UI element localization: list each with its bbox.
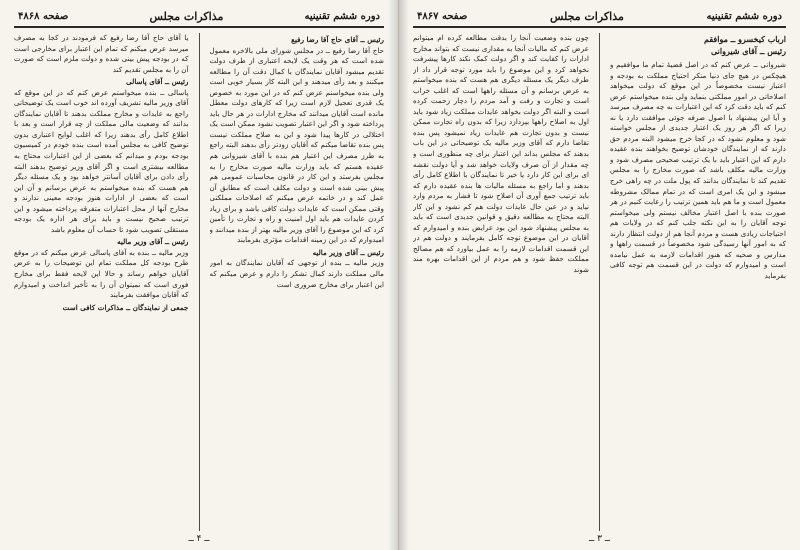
- text-columns: [14, 33, 384, 531]
- paragraph: حاج آقا رضا رفیع ــ در مجلس شورای ملی بالاخره معمول شده است که هر وقت یک لایحه اعتباری از طرف دولت تقدیم میشود آقایان نمایندگان با کمال دقت آن را مطالعه میکنند و بعد رأی میدهند و این البته کار بسیار خوبی است ولی بنده میخواستم عرض کنم که در این مورد به خصوص یک قدری تعجیل لازم است زیرا که کارهای دولت معطل مانده است: [209, 45, 384, 118]
- paragraph: یا آقای حاج آقا رضا رفیع که فرمودند در کجا به مصرف میرسد عرض میکنم که تمام این اعتبار برای مخارجی است که در بودجه پیش بینی شده و دولت ملزم است که صورت آن را به مجلس تقدیم کند: [14, 33, 189, 74]
- paragraph: وزیر مالیه ــ بنده به آقای پاسالی عرض میکنم که در موقع طرح بودجه کل مملکت تمام این توضیحات را به عرض آقایان خواهم رساند و حالا این لایحه فقط برای مخارج فوری است که نمیتوان آن را به تأخیر انداخت و امیدوارم که آقایان موافقت بفرمایند: [14, 247, 189, 300]
- speaker-line: رئیس ــ آقای وزیر مالیه: [117, 237, 189, 247]
- paragraph: این بود عرایض بنده و امیدوارم که آقایان در این موضوع توجه کامل بفرمایند و دولت هم در این قسمت اقدامات لازمه را به عمل بیاورد که هم مصالح مملکت حفظ شود و هم مردم از این اقدامات بهره مند شوند: [413, 222, 589, 275]
- page-folio: ــ ۴ ــ: [188, 534, 210, 544]
- page-header: [14, 10, 384, 28]
- speaker-line: ارباب کیخسرو ــ موافقم: [704, 34, 786, 44]
- page-4868: [0, 0, 398, 550]
- text-columns: [413, 33, 786, 531]
- paragraph: بنده عقیده دارم که این اعتبار باید با یک ترتیب صحیحی مصرف شود و وزارت مالیه مکلف باشد که صورت مخارج را به مجلس تقدیم کند تا نمایندگان بدانند که پول ملت در چه راهی خرج میشود و این یک امری است که در تمام ممالک مشروطه معمول است و ما هم باید همین ترتیب را رعایت کنیم: [610, 144, 786, 207]
- paragraph: پس بنده تقاضا دارم که آقای وزیر مالیه یک توضیحاتی در این باب بدهند که مجلس بداند این اعتبار برای چه منظوری است و چه مقدار از آن صرف ولایات خواهد شد و آیا دولت نقشه ای برای این کار دارد یا خیر تا نمایندگان با اطلاع کامل رأی بدهند: [413, 127, 589, 190]
- paragraph: و در خاتمه عرض میکنم که اصلاحات مملکتی وقتی ممکن است که عایدات دولت کافی باشد و برای زیاد کردن عایدات هم باید اول امنیت و راه و تجارت را تأمین کرد که این موضوع را آقای وزیر مالیه بهتر از بنده میدانند و امیدوارم که در این زمینه اقدامات مؤثری بفرمایند: [209, 193, 384, 245]
- header-title: مذاکرات مجلس: [149, 10, 224, 23]
- speaker-line: رئیس ــ آقای شیروانی: [710, 46, 786, 56]
- gutter-shadow: [388, 0, 398, 550]
- paragraph: در هر صورت بنده با اصل اعتبار مخالف نیستم ولی میخواستم توجه آقایان را به این نکته جلب کنم که در ولایات هم احتیاجات زیادی هست و مردم آنجا هم از دولت انتظار دارند که به امور آنها رسیدگی شود مخصوصاً در قسمت راهها و مدارس و صحیه که هنوز اقدامات لازمه به عمل نیامده است و امیدوارم که دولت در این قسمت هم توجه کافی بفرماید: [610, 197, 786, 280]
- header-session: دوره ششم تقنینیه: [706, 11, 782, 22]
- gutter-shadow: [399, 0, 409, 550]
- column-left: [413, 33, 589, 531]
- header-title: مذاکرات مجلس: [549, 10, 624, 23]
- column-right: [210, 33, 385, 531]
- paragraph: پاسالی ــ بنده میخواستم عرض کنم که در این موقع که آقای وزیر مالیه تشریف آورده اند خوب است یک توضیحاتی راجع به عایدات و مخارج مملکت بدهند تا آقایان نمایندگان بدانند که وضعیت مالی مملکت از چه قرار است و بعد با اطلاع کامل رأی بدهند زیرا که اغلب لوایح اعتباری بدون توضیح کافی به مجلس آمده است: [14, 87, 189, 150]
- page-4867: [398, 0, 800, 550]
- paragraph: از طرف دیگر یک مسئله دیگری هم هست که بنده میخواستم به عرض برسانم و آن مسئله راهها است که اغلب خراب است و تجارت و رفت و آمد مردم را دچار زحمت کرده است و البته اگر دولت بخواهد عایدات مملکت زیاد شود باید اول به اصلاح راهها بپردازد زیرا که بدون راه تجارت ممکن نیست و بدون تجارت هم عایدات زیاد نمیشود: [413, 64, 589, 137]
- paragraph: البته راجع به طرز مصرف این اعتبار هم بنده با آقای شیروانی هم عقیده هستم که باید وزارت مالیه صورت مخارج را به مجلس بفرستد و این کار در قانون محاسبات عمومی هم پیش بینی شده است و دولت مکلف است که مطابق آن عمل کند: [209, 140, 384, 203]
- paragraph: چون بنده وضعیت آنجا را بدقت مطالعه کرده ام میتوانم عرض کنم که مالیات آنجا به مقداری نیست که بتواند مخارج ادارات را کفایت کند و اگر دولت کمک نکند کارها پیشرفت نخواهد کرد و این موضوع را باید مورد توجه قرار داد: [413, 33, 589, 74]
- speaker-line: رئیس ــ آقای وزیر مالیه: [312, 247, 384, 257]
- paragraph: آقایان میدانند که مخارج ادارات در هر حال باید پرداخته شود و اگر این اعتبار تصویب نشود ممکن است یک اختلالی در کارها پیدا شود و این به صلاح مملکت نیست پس بنده تقاضا میکنم که آقایان زودتر رأی بدهند: [209, 108, 384, 150]
- paragraph: وزیر مالیه ــ بنده از توجهی که آقایان نمایندگان به امور مالی مملکت دارند کمال تشکر را دارم و عرض میکنم که این اعتبار برای مخارج ضروری است: [209, 258, 384, 289]
- header-page-number: صفحه ۴۸۶۸: [18, 11, 69, 22]
- paragraph: و اما راجع به مسئله مالیات ها بنده عقیده دارم که باید ترتیب جمع آوری آن اصلاح شود تا فشار به مردم وارد نیاید و در عین حال عایدات دولت هم کم نشود و این کار البته محتاج به مطالعه دقیق و قوانین جدیدی است که باید به مجلس پیشنهاد شود: [413, 180, 589, 232]
- column-divider: [599, 33, 600, 531]
- speaker-line: رئیس ــ آقای پاسالی: [126, 77, 189, 87]
- header-session: دوره ششم تقنینیه: [304, 11, 380, 22]
- paragraph: و یک مسئله دیگر هم هست که بنده میخواستم به عرض برسانم و آن این است که بعضی از ادارات هنوز بودجه معینی ندارند و مخارج آنها از محل اعتبارات متفرقه پرداخته میشود و این ترتیب صحیح نیست و باید برای هر اداره یک بودجه مستقلی تصویب شود تا حساب آن معلوم باشد: [14, 172, 189, 234]
- closing-line: جمعی از نمایندگان ــ مذاکرات کافی است: [62, 302, 189, 312]
- paragraph: بنده خودم در کمیسیون بودجه بودم و میدانم که بعضی از این اعتبارات محتاج به مطالعه بیشتری است و اگر آقای وزیر توضیح بدهند البته رأی دادن برای آقایان آسانتر خواهد بود: [14, 140, 189, 182]
- column-divider: [199, 33, 200, 531]
- page-folio: ــ ۳ ــ: [588, 534, 611, 544]
- column-right: [610, 33, 786, 531]
- column-left: [14, 33, 189, 531]
- paragraph: شیروانی ــ عرض کنم که در اصل قضیهٔ تمام ما موافقیم و هیچکس در هیچ جای دنیا منکر احتیاج مملکت به بودجه و اعتبار نیست مخصوصاً در این موقع که دولت میخواهد اصلاحاتی در امور مملکتی بنماید ولی بنده میخواستم عرض کنم که باید دقت کرد که این اعتبارات به چه مصرف میرسد و آیا این پیشنهاد با اصول صرفه جوئی موافقت دارد یا نه زیرا که اگر هر روز یک اعتبار جدیدی از مجلس خواسته شود و معلوم نشود که در کجا خرج میشود البته مردم حق دارند که از نمایندگان خودشان توضیح بخواهند: [610, 60, 786, 154]
- speaker-heads: [610, 33, 786, 57]
- speaker-line: رئیس ــ آقای حاج آقا رضا رفیع: [291, 35, 384, 44]
- page-header: [413, 10, 786, 28]
- header-page-number: صفحه ۴۸۶۷: [417, 11, 468, 22]
